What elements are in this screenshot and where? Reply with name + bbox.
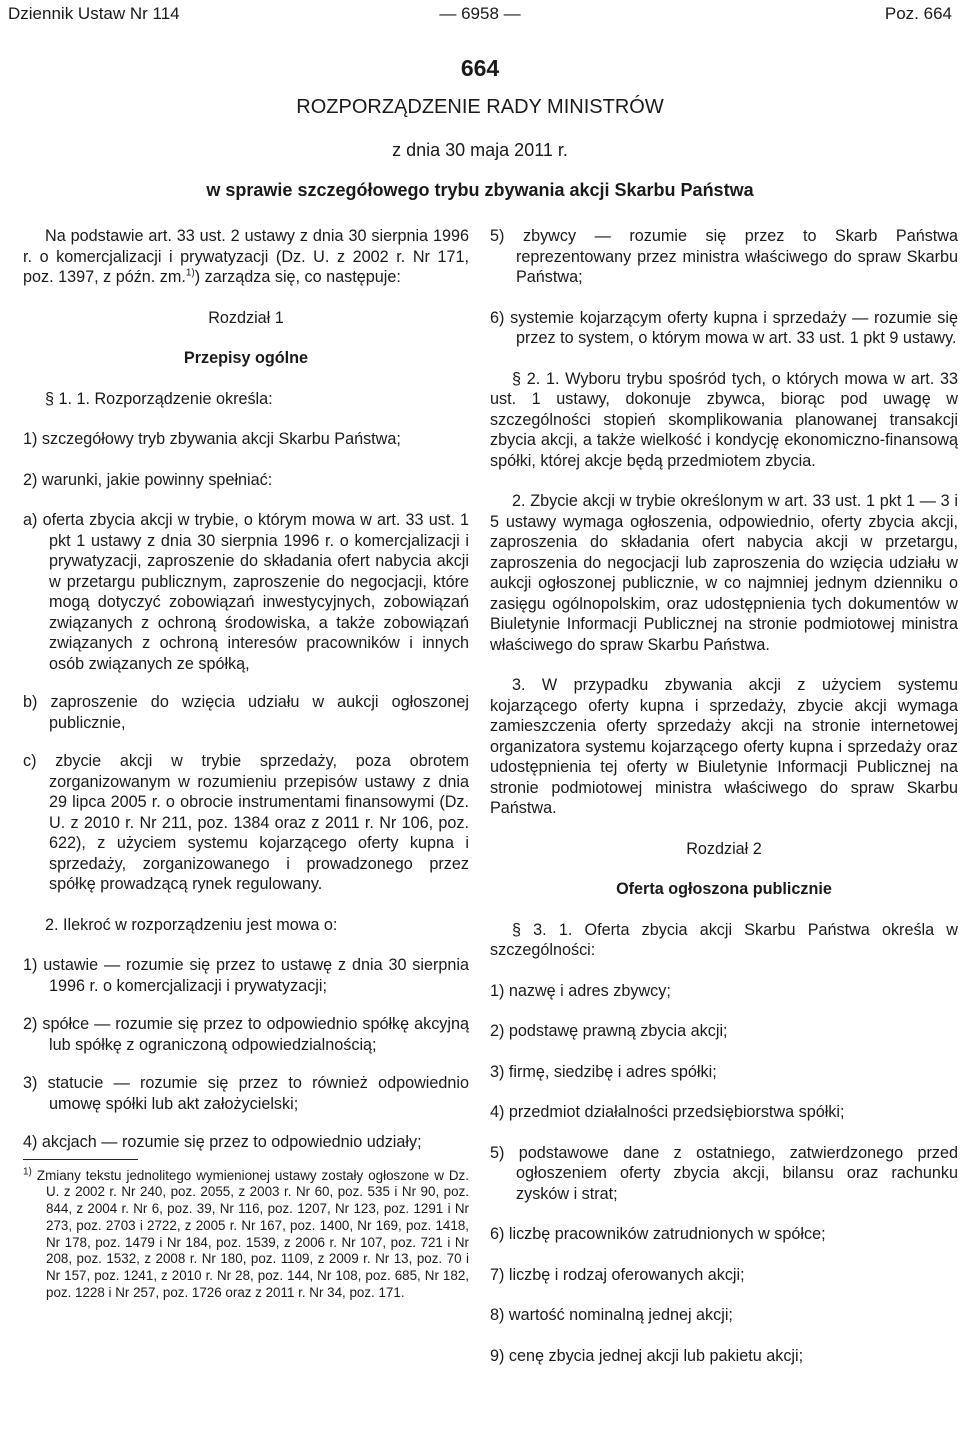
preamble: Na podstawie art. 33 ust. 2 ustawy z dnia 30 sierpnia 1996 r. o komercjalizacji i prywatyzacji (Dz. U. z 2002 r. Nr 171, poz. 1397, z późn. zm.$^{1)}$) zarządza się, co następuje: [23, 227, 469, 286]
sublist-item-b: b) zaproszenie do wzięcia udziału w aukcji ogłoszonej publicznie, [23, 693, 469, 732]
paragraph-3-1: § 3. 1. Oferta zbycia akcji Skarbu Państwa określa w szczególności: [490, 920, 958, 959]
journal-name: Dziennik Ustaw Nr 114 [8, 4, 180, 23]
page-number: — 6958 — [439, 4, 521, 23]
list-item: 7) liczbę i rodzaj oferowanych akcji; [490, 1265, 745, 1284]
paragraph-1-2: 2. Ilekroć w rozporządzeniu jest mowa o: [45, 915, 338, 934]
right-column [490, 226, 958, 1386]
definition-item: 1) ustawie — rozumie się przez to ustawę z dnia 30 sierpnia 1996 r. o komercjalizacji i prywatyzacji; [23, 956, 469, 995]
list-item: 2) podstawę prawną zbycia akcji; [490, 1022, 728, 1040]
chapter-title: Oferta ogłoszona publicznie [616, 880, 832, 898]
document-subject: w sprawie szczegółowego trybu zbywania akcji Skarbu Państwa [206, 180, 754, 200]
position-number: Poz. 664 [884, 4, 952, 23]
footnote-ref[interactable]: 1) [185, 267, 195, 279]
footnote-divider [23, 1159, 138, 1160]
list-item: 6) liczbę pracowników zatrudnionych w spółce; [490, 1225, 826, 1243]
paragraph-2-1: § 2. 1. Wyboru trybu spośród tych, o których mowa w art. 33 ust. 1 ustawy, dokonuje zbywca, biorąc pod uwagę w szczególności stopień skomplikowania planowanej transakcji zbycia akcji, a także wielkość i kondycję ekonomiczno-finansową spółki, której akcje będą przedmiotem zbycia. [490, 369, 958, 470]
definition-item: 4) akcjach — rozumie się przez to odpowiednio udziały; [23, 1133, 422, 1151]
definition-item: 6) systemie kojarzącym oferty kupna i sprzedaży — rozumie się przez to system, o którym mowa w art. 33 ust. 1 pkt 9 ustawy. [490, 308, 958, 347]
left-column [23, 226, 469, 1322]
list-item: 5) podstawowe dane z ostatniego, zatwierdzonego przed ogłoszeniem oferty zbycia akcji, bilansu oraz rachunku zysków i strat; [490, 1143, 958, 1203]
definition-item: 3) statucie — rozumie się przez to również odpowiednio umowę spółki lub akt założycielski; [23, 1074, 469, 1113]
page-header [8, 4, 952, 28]
footnote-marker: 1) [23, 1166, 32, 1178]
paragraph-2-2: 2. Zbycie akcji w trybie określonym w art. 33 ust. 1 pkt 1 — 3 i 5 ustawy wymaga ogłoszenia, odpowiednio, oferty zbycia akcji, zaproszenia do składania ofert nabycia akcji w przetargu, zaproszenia do negocjacji lub zaproszenia do wzięcia udziału w aukcji ogłoszonej publicznie, w co najmniej jednym dzienniku o zasięgu ogólnopolskim, oraz udostępnienia tych dokumentów w Biuletynie Informacji Publicznej na stronie podmiotowej ministra właściwego do spraw Skarbu Państwa. [490, 492, 958, 654]
list-item: 1) szczegółowy tryb zbywania akcji Skarbu Państwa; [23, 430, 401, 448]
chapter-title: Przepisy ogólne [183, 349, 309, 367]
list-item: 8) wartość nominalną jednej akcji; [490, 1306, 733, 1324]
footnote: $^{1)}$ Zmiany tekstu jednolitego wymienionej ustawy zostały ogłoszone w Dz. U. z 2002 r. Nr 240, poz. 2055, z 2003 r. Nr 60, poz. 535 i Nr 90, poz. 844, z 2004 r. Nr 6, poz. 39, Nr 116, poz. 1207, Nr 123, poz. 1291 i Nr 273, poz. 2703 i 2722, z 2005 r. Nr 167, poz. 1400, Nr 169, poz. 1418, Nr 178, poz. 1479 i Nr 184, poz. 1539, z 2006 r. Nr 107, poz. 721 i Nr 208, poz. 1532, z 2008 r. Nr 180, poz. 1109, z 2009 r. Nr 13, poz. 70 i Nr 157, poz. 1241, z 2010 r. Nr 28, poz. 144, Nr 108, poz. 685, Nr 182, poz. 1228 i Nr 257, poz. 1726 oraz z 2011 r. Nr 34, poz. 171. [23, 1166, 469, 1301]
document-date: z dnia 30 maja 2011 r. [392, 140, 568, 160]
definition-item: 2) spółce — rozumie się przez to odpowiednio spółkę akcyjną lub spółkę z ograniczoną odpowiedzialnością; [23, 1015, 469, 1054]
paragraph-1-1: § 1. 1. Rozporządzenie określa: [45, 389, 273, 408]
list-item: 1) nazwę i adres zbywcy; [490, 981, 671, 1000]
list-item: 4) przedmiot działalności przedsiębiorstwa spółki; [490, 1103, 845, 1121]
document-title: ROZPORZĄDZENIE RADY MINISTRÓW [296, 96, 664, 118]
list-item: 2) warunki, jakie powinny spełniać: [23, 470, 273, 489]
chapter-heading: Rozdział 1 [208, 308, 284, 327]
list-item: 9) cenę zbycia jednej akcji lub pakietu akcji; [490, 1346, 804, 1365]
sublist-item-c: c) zbycie akcji w trybie sprzedaży, poza obrotem zorganizowanym w rozumieniu przepisów ustawy z dnia 29 lipca 2005 r. o obrocie instrumentami finansowymi (Dz. U. z 2010 r. Nr 211, poz. 1384 oraz z 2011 r. Nr 106, poz. 622), z użyciem systemu kojarzącego oferty kupna i sprzedaży, zorganizowanego i prowadzonego przez spółkę prowadzącą rynek regulowany. [23, 752, 469, 893]
paragraph-2-3: 3. W przypadku zbywania akcji z użyciem systemu kojarzącego oferty kupna i sprzedaży, zbycie akcji wymaga zamieszczenia oferty sprzedaży akcji na stronie internetowej organizatora systemu kojarzącego oferty kupna i sprzedaży oraz udostępnienia tej oferty w Biuletynie Informacji Publicznej na stronie podmiotowej ministra właściwego do spraw Skarbu Państwa. [490, 676, 958, 817]
definition-item: 5) zbywcy — rozumie się przez to Skarb Państwa reprezentowany przez ministra właściwego do spraw Skarbu Państwa; [490, 227, 958, 286]
document-number: 664 [460, 55, 500, 81]
chapter-heading: Rozdział 2 [686, 839, 762, 858]
list-item: 3) firmę, siedzibę i adres spółki; [490, 1062, 717, 1081]
sublist-item-a: a) oferta zbycia akcji w trybie, o którym mowa w art. 33 ust. 1 pkt 1 ustawy z dnia 30 sierpnia 1996 r. o komercjalizacji i prywatyzacji, zaproszenie do składania ofert nabycia akcji w przetargu publicznym, zaproszenie do negocjacji, które mogą dotyczyć zobowiązań inwestycyjnych, zobowiązań związanych z ochroną środowiska, a także zobowiązań związanych z ochroną interesów pracowników i innych osób związanych ze spółką, [23, 511, 469, 673]
